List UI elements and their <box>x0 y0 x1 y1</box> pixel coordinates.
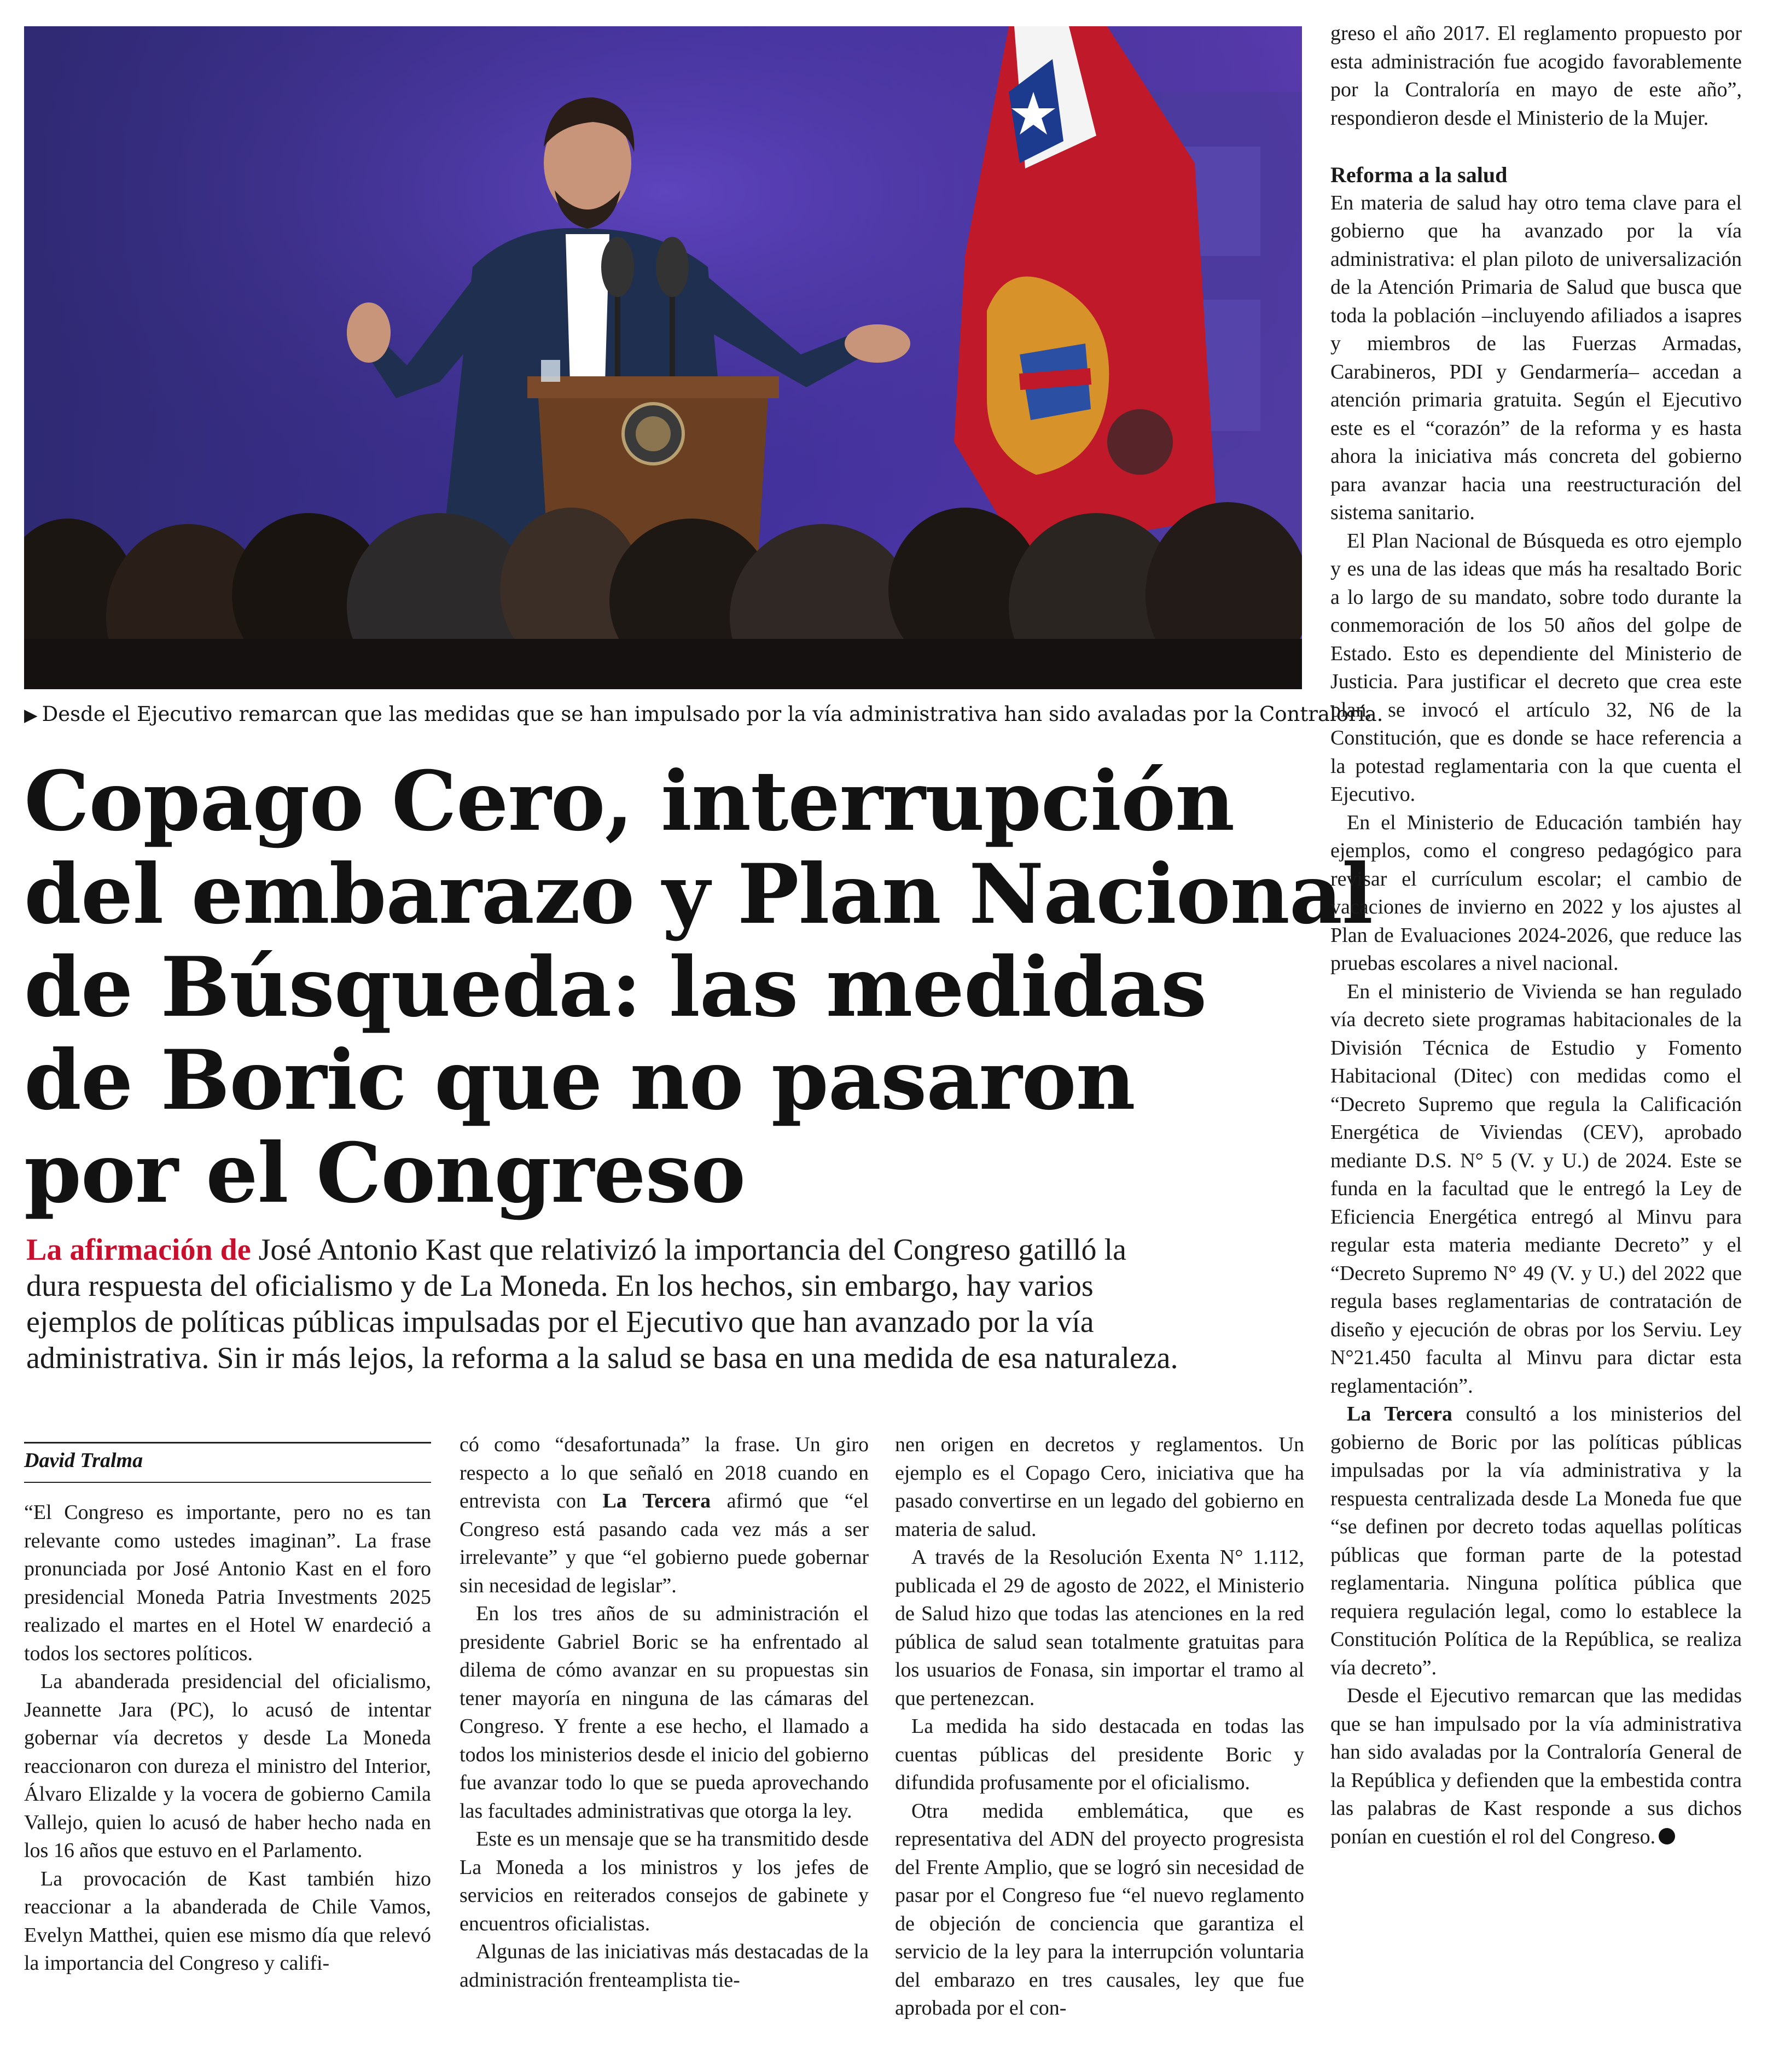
headline <box>24 753 1373 1221</box>
body-paragraph: A través de la Resolución Exenta N° 1.112, publicada el 29 de agosto de 2022, el Ministerio de Salud hizo que todas las atenciones en la red pública de salud sean totalmente gratuitas para los usuarios de Fonasa, sin importar el tramo al que pertenezcan. <box>895 1546 1304 1710</box>
photo-caption <box>24 699 1383 730</box>
article-photo <box>24 26 1302 689</box>
headline-line: Copago Cero, interrupción <box>24 753 1235 849</box>
caption-text: Desde el Ejecutivo remarcan que las medidas que se han impulsado por la vía administrativa han sido avaladas por la Contraloría. <box>42 702 1383 726</box>
body-paragraph: Este es un mensaje que se ha transmitido desde La Moneda a los ministros y los jefes de servicios en reiterados consejos de gabinete y encuentros oficialistas. <box>460 1827 869 1935</box>
lead-line: dura respuesta del oficialismo y de La Moneda. En los hechos, sin embargo, hay varios <box>26 1269 1094 1303</box>
body-paragraph: greso el año 2017. El reglamento propuesto por esta administración fue acogido favorablemente por la Contraloría en mayo de este año”, respondieron desde el Ministerio de la Mujer. <box>1330 22 1742 130</box>
president-speech-photo <box>24 26 1302 689</box>
headline-line: de Búsqueda: las medidas <box>24 939 1207 1035</box>
body-paragraph: La abanderada presidencial del oficialismo, Jeannette Jara (PC), lo acusó de intentar gobernar vía decretos y desde La Moneda reaccionaron con dureza el ministro del Interior, Álvaro Elizalde y la vocera de gobierno Camila Vallejo, quien lo acusó de haber hecho nada en los 16 años que estuvo en el Parlamento. <box>24 1670 431 1862</box>
body-paragraph: En el Ministerio de Educación también hay ejemplos, como el congreso pedagógico para revisar el currículum escolar; el cambio de vacaciones de invierno en 2022 y los ajustes al Plan de Evaluaciones 2024-2026, que reduce las pruebas escolares a nivel nacional. <box>1330 811 1742 975</box>
lead-line: José Antonio Kast que relativizó la importancia del Congreso gatilló la <box>251 1233 1126 1267</box>
body-paragraph: En materia de salud hay otro tema clave para el gobierno que ha avanzado por la vía administrativa: el plan piloto de universalización de la Atención Primaria de Salud que busca que toda la población –incluyendo afiliados a isapres y miembros de las Fuerzas Armadas, Carabineros, PDI y Gendarmería– accedan a atención primaria gratuita. Según el Ejecutivo este es el “corazón” de la reforma y es hasta ahora la iniciativa más concreta del gobierno para avanzar hacia una reestructuración del sistema sanitario. <box>1330 191 1742 524</box>
body-paragraph: La medida ha sido destacada en todas las cuentas públicas del presidente Boric y difundida profusamente por el oficialismo. <box>895 1715 1304 1794</box>
body-column-2 <box>460 1431 869 1994</box>
body-paragraph: nen origen en decretos y reglamentos. Un ejemplo es el Copago Cero, iniciativa que ha pasado convertirse en un legado del gobierno en materia de salud. <box>895 1433 1304 1541</box>
lead-paragraph <box>26 1232 1306 1376</box>
text-run: có como “desafortunada” la frase. Un giro respecto a lo que señaló en 2018 cuando en entrevista con <box>460 1433 869 1512</box>
text-run: afirmó que “el Congreso está pasando cada vez más a ser irrelevante” y que “el gobierno puede gobernar sin necesidad de legislar”. <box>460 1489 869 1597</box>
body-paragraph: Algunas de las iniciativas más destacadas de la administración frenteamplista tie- <box>460 1940 869 1992</box>
body-paragraph: El Plan Nacional de Búsqueda es otro ejemplo y es una de las ideas que más ha resaltado Boric a lo largo de su mandato, sobre todo durante la conmemoración de los 50 años del golpe de Estado. Esto es dependiente del Ministerio de Justicia. Para justificar el decreto que crea este plan, se invocó el artículo 32, N6 de la Constitución, que es donde se hace referencia a la potestad reglamentaria con la que cuenta el Ejecutivo. <box>1330 529 1742 806</box>
body-column-4 <box>1330 20 1742 1851</box>
body-paragraph: En el ministerio de Vivienda se han regulado vía decreto siete programas habitacionales de la División Técnica de Estudio y Fomento Habitacional (Ditec) con medidas como el “Decreto Supremo que regula la Calificación Energética de Viviendas (CEV), aprobado mediante D.S. N° 5 (V. y U.) de 2024. Este se funda en la facultad que le entregó la Ley de Eficiencia Energética entregó al Minvu para regular esta materia mediante Decreto” y el “Decreto Supremo N° 49 (V. y U.) del 2022 que regula bases reglamentarias de contratación de diseño y ejecución de obras por los Serviu. Ley N°21.450 faculta al Minvu para dictar esta reglamentación”. <box>1330 980 1742 1398</box>
headline-line: de Boric que no pasaron <box>24 1032 1135 1128</box>
end-of-article-icon <box>1659 1828 1675 1844</box>
body-paragraph: En los tres años de su administración el presidente Gabriel Boric se ha enfrentado al dilema de cómo avanzar en su propuestas sin tener mayoría en ninguna de las cámaras del Congreso. Y frente a ese hecho, el llamado a todos los ministerios desde el inicio del gobierno fue avanzar todo lo que se pueda aprovechando las facultades administrativas que otorga la ley. <box>460 1602 869 1823</box>
lead-highlight: La afirmación de <box>26 1233 251 1267</box>
subheading: Reforma a la salud <box>1330 162 1508 187</box>
text-run: Desde el Ejecutivo remarcan que las medidas que se han impulsado por la vía administrativa han sido avaladas por la Contraloría General de la República y defienden que la embestida contra las palabras de Kast responde a sus dichos ponían en cuestión el rol del Congreso. <box>1330 1684 1742 1848</box>
body-paragraph <box>460 1431 869 1600</box>
body-column-3 <box>895 1431 1304 2023</box>
lead-line: administrativa. Sin ir más lejos, la reforma a la salud se basa en una medida de esa naturaleza. <box>26 1341 1178 1375</box>
headline-line: del embarazo y Plan Nacional <box>24 846 1373 942</box>
caption-triangle-icon: ▶ <box>24 705 38 725</box>
body-paragraph: La provocación de Kast también hizo reaccionar a la abanderada de Chile Vamos, Evelyn Matthei, quien ese mismo día que relevó la importancia del Congreso y califi- <box>24 1867 431 1975</box>
body-paragraph <box>1330 1400 1742 1682</box>
lead-line: ejemplos de políticas públicas impulsadas por el Ejecutivo que han avanzado por la vía <box>26 1305 1094 1339</box>
newspaper-name: La Tercera <box>602 1489 711 1512</box>
body-paragraph: “El Congreso es importante, pero no es tan relevante como ustedes imaginan”. La frase pronunciada por José Antonio Kast en el foro presidencial Moneda Patria Investments 2025 realizado el martes en el Hotel W enardeció a todos los sectores políticos. <box>24 1501 431 1665</box>
byline: David Tralma <box>24 1442 431 1483</box>
audience <box>24 502 1302 689</box>
newspaper-name: La Tercera <box>1347 1402 1452 1425</box>
body-paragraph <box>1330 1682 1742 1851</box>
body-paragraph: Otra medida emblemática, que es representativa del ADN del proyecto progresista del Frente Amplio, que se logró sin necesidad de pasar por el Congreso fue “el nuevo reglamento de objeción de conciencia que garantiza el servicio de la ley para la interrupción voluntaria del embarazo en tres causales, ley que fue aprobada por el con- <box>895 1799 1304 2019</box>
body-column-1 <box>24 1499 431 1978</box>
text-run: consultó a los ministerios del gobierno de Boric por las políticas públicas impulsadas por la vía administrativa y la respuesta centralizada desde La Moneda fue que “se definen por decreto todas aquellas políticas públicas que forman parte de la potestad reglamentaria. Ninguna política pública que requiera regulación legal, como lo establece la Constitución Política de la República, se realiza vía decreto”. <box>1330 1402 1742 1679</box>
headline-line: por el Congreso <box>24 1125 746 1221</box>
